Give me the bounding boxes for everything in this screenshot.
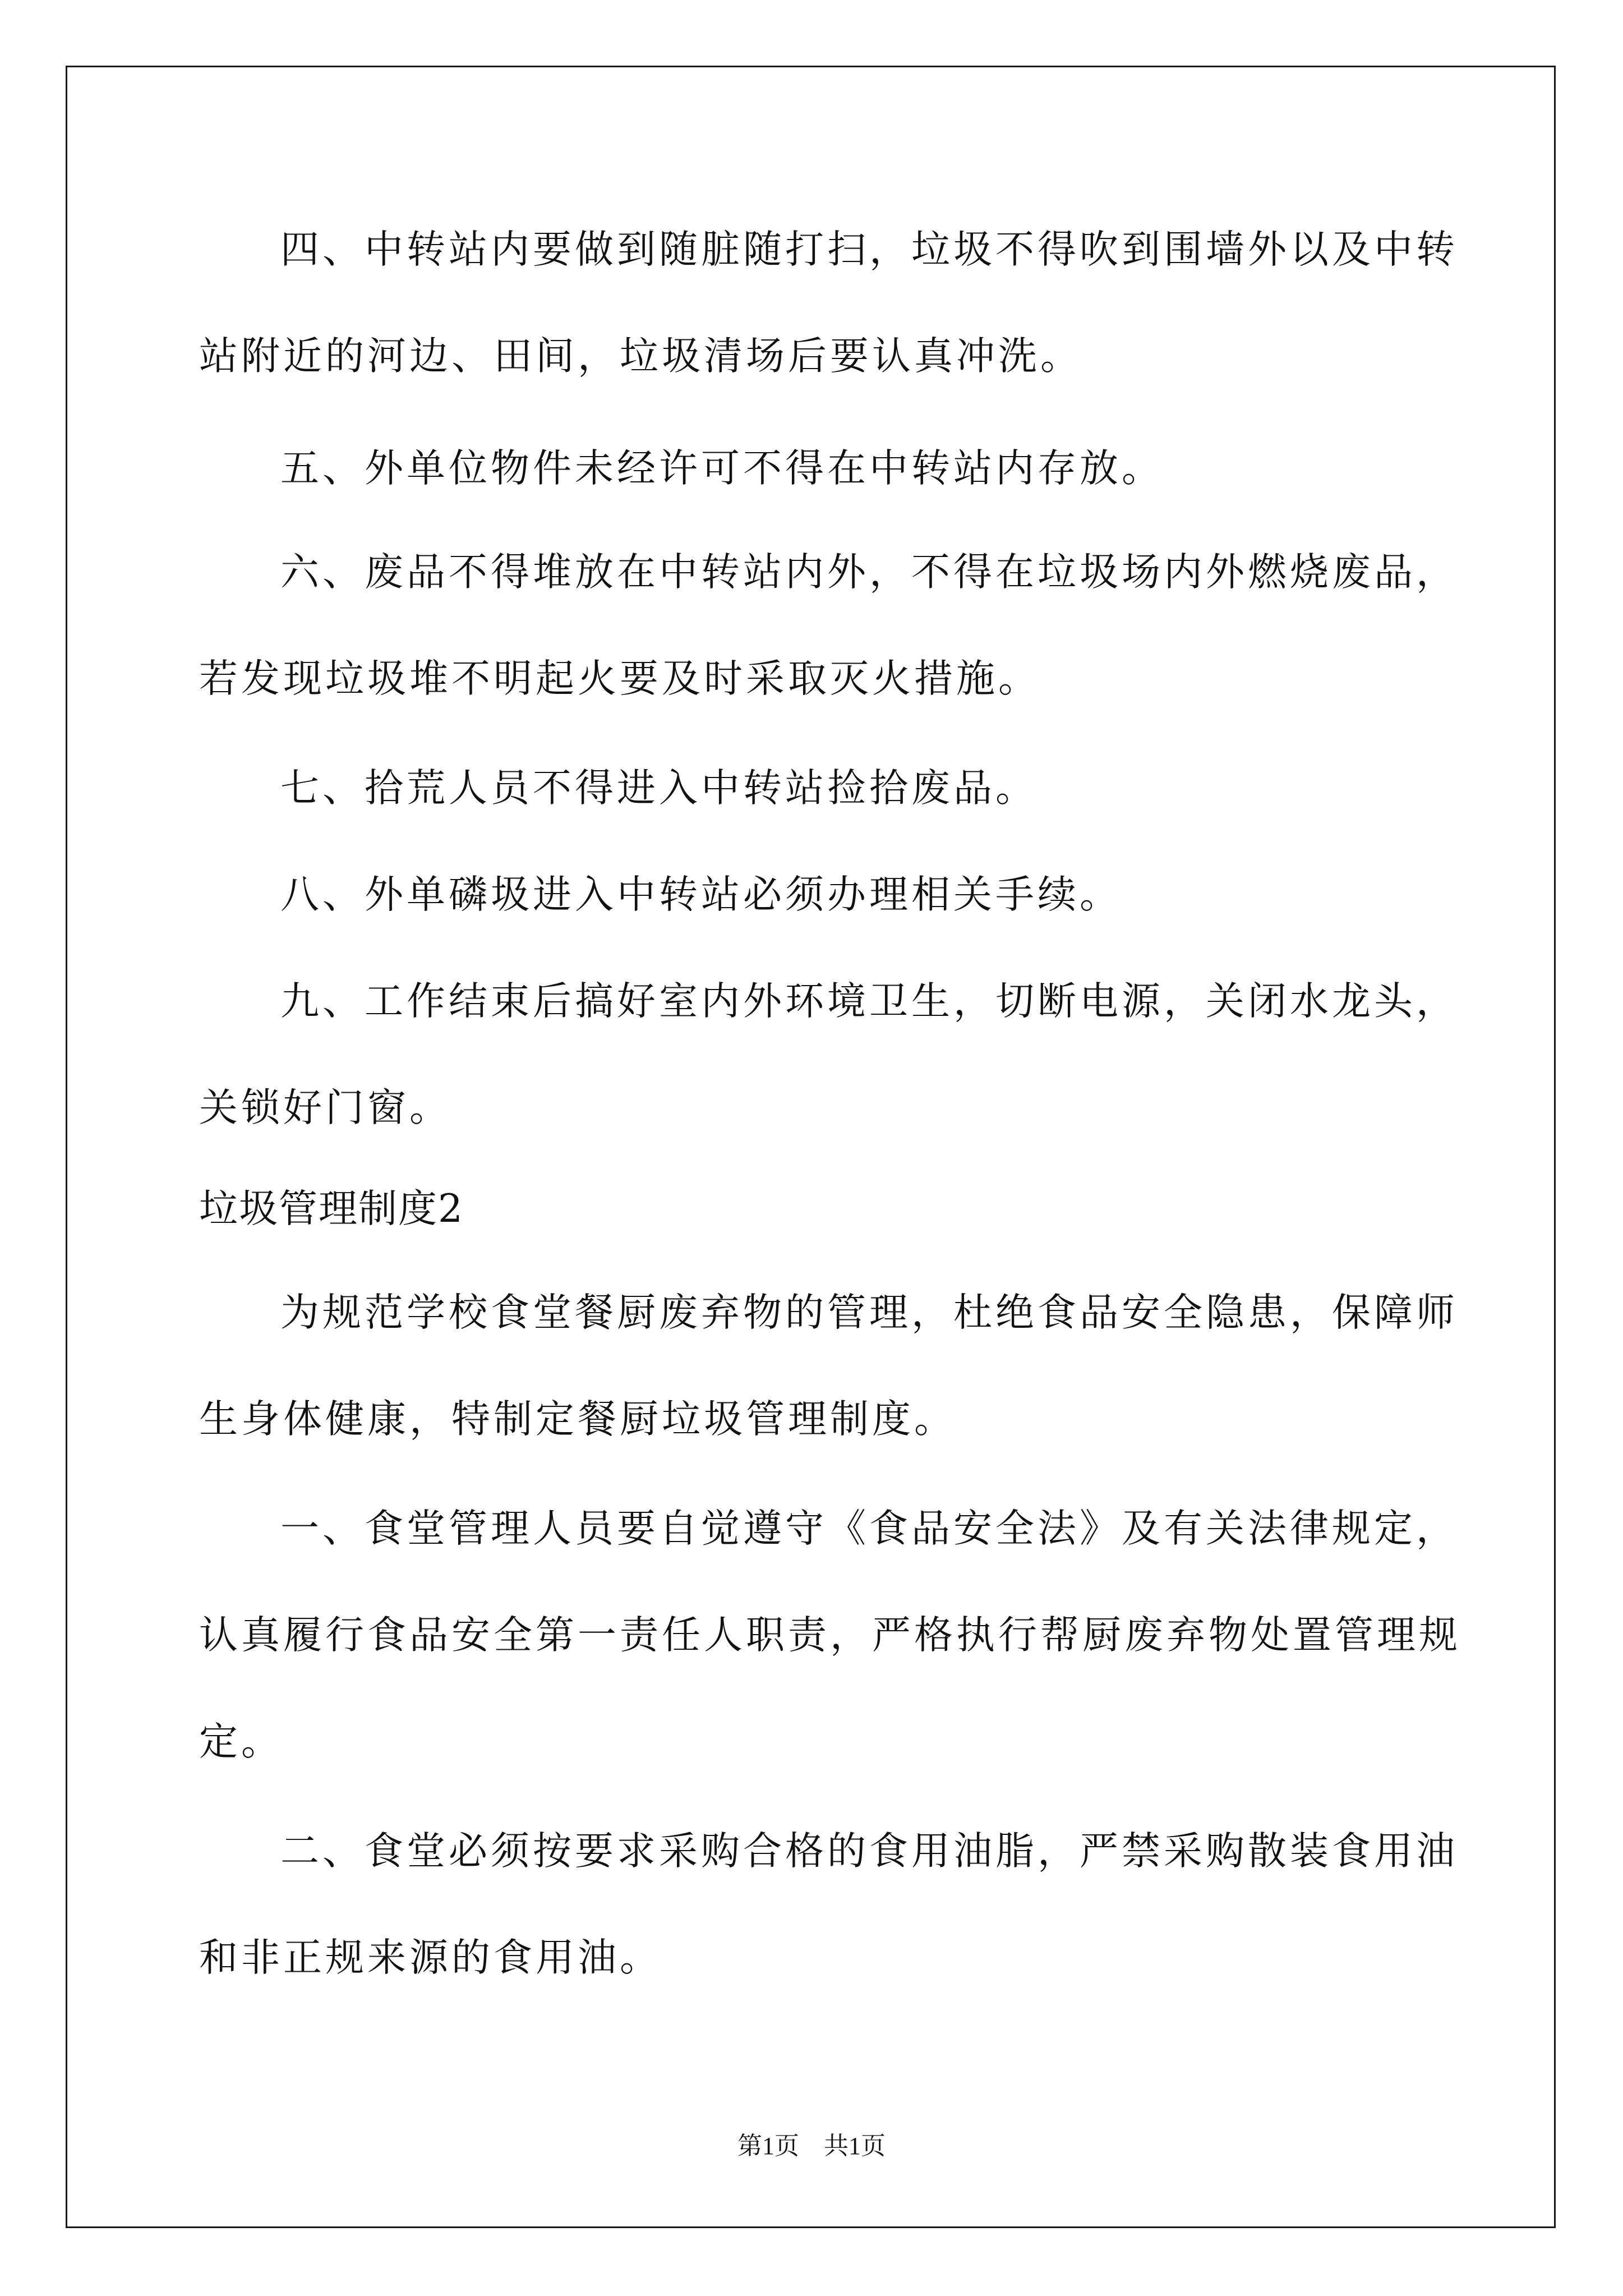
- paragraph-9-line-1: 九、工作结束后搞好室内外环境卫生，切断电源，关闭水龙头，: [280, 979, 1458, 1024]
- paragraph-6-line-1: 六、废品不得堆放在中转站内外，不得在垃圾场内外燃烧废品，: [280, 550, 1458, 595]
- page-number-footer: 第1页 共1页: [737, 2132, 886, 2160]
- intro-line-2: 生身体健康，特制定餐厨垃圾管理制度。: [199, 1397, 956, 1442]
- page-border: [66, 66, 1556, 2228]
- item-2-line-2: 和非正规来源的食用油。: [199, 1935, 662, 1980]
- paragraph-8-line-1: 八、外单磷圾进入中转站必须办理相关手续。: [280, 872, 1122, 917]
- section-title: 垃圾管理制度2: [199, 1186, 464, 1231]
- paragraph-4-line-2: 站附近的河边、田间，垃圾清场后要认真冲洗。: [199, 334, 1082, 379]
- item-2-line-1: 二、食堂必须按要求采购合格的食用油脂，严禁采购散装食用油: [280, 1829, 1458, 1874]
- item-1-line-1: 一、食堂管理人员要自觉遵守《食品安全法》及有关法律规定，: [280, 1506, 1458, 1551]
- intro-line-1: 为规范学校食堂餐厨废弃物的管理，杜绝食品安全隐患，保障师: [280, 1290, 1458, 1335]
- item-1-line-3: 定。: [199, 1719, 283, 1764]
- item-1-line-2: 认真履行食品安全第一责任人职责，严格执行帮厨废弃物处置管理规: [199, 1613, 1461, 1658]
- paragraph-5-line-1: 五、外单位物件未经许可不得在中转站内存放。: [280, 446, 1164, 491]
- paragraph-7-line-1: 七、拾荒人员不得进入中转站捡拾废品。: [280, 766, 1038, 811]
- paragraph-9-line-2: 关锁好门窗。: [199, 1085, 451, 1130]
- paragraph-6-line-2: 若发现垃圾堆不明起火要及时采取灭火措施。: [199, 656, 1040, 701]
- paragraph-4-line-1: 四、中转站内要做到随脏随打扫，垃圾不得吹到围墙外以及中转: [280, 227, 1458, 272]
